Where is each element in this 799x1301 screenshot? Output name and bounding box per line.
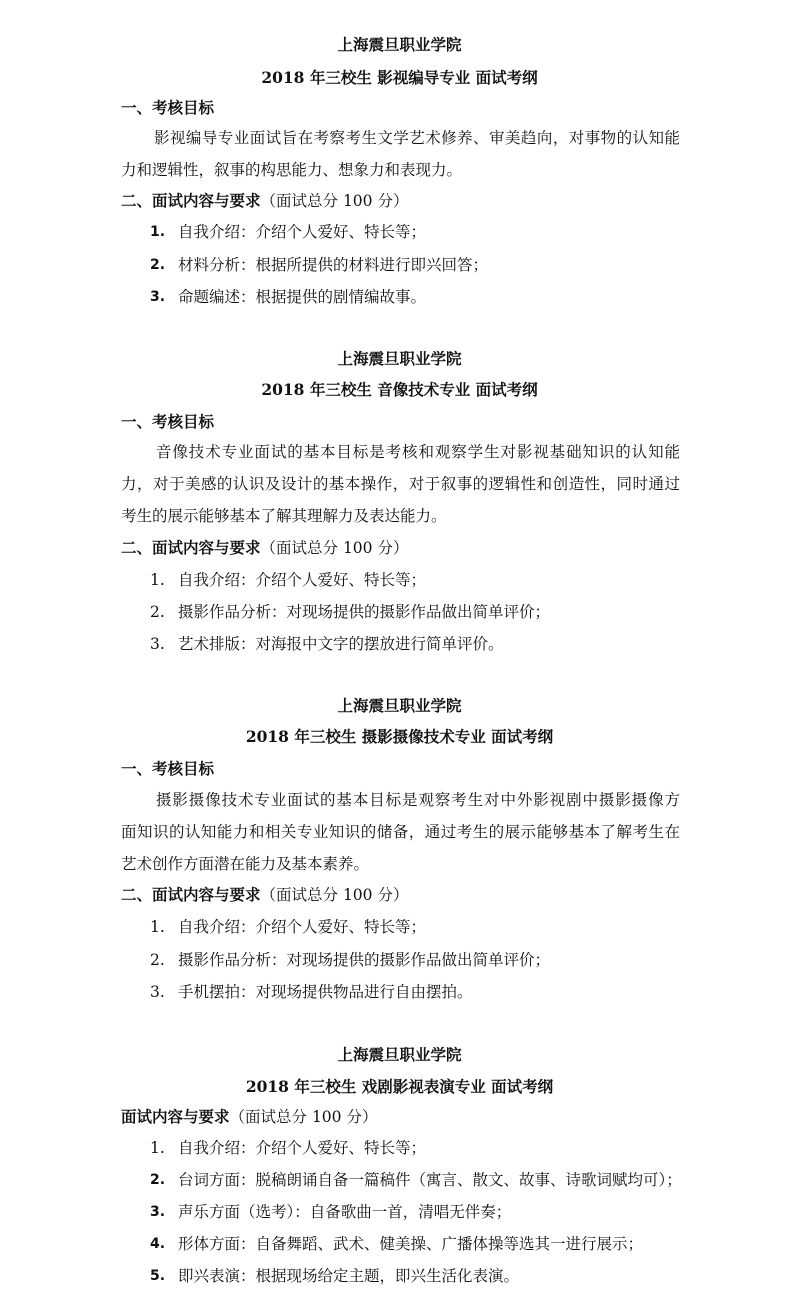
- exam-subtitle: 2018 年三校生 影视编导专业 面试考纲: [261, 68, 538, 87]
- exam-subtitle: 2018 年三校生 摄影摄像技术专业 面试考纲: [245, 727, 554, 746]
- item-text: 自我介绍：介绍个人爱好、特长等；: [178, 223, 427, 241]
- school-title: 上海震旦职业学院: [337, 696, 462, 715]
- item-number: 1.: [150, 1139, 165, 1157]
- item-number: 1.: [150, 918, 165, 936]
- goal-paragraph-line: 音像技术专业面试的基本目标是考核和观察学生对影视基础知识的认知能: [156, 443, 680, 461]
- score-note: （面试总分 100 分）: [260, 539, 409, 557]
- item-text: 材料分析：根据所提供的材料进行即兴回答；: [178, 256, 489, 274]
- requirements-heading: [121, 885, 408, 905]
- item-number: 4.: [150, 1236, 166, 1252]
- item-number: 3.: [150, 983, 165, 1001]
- requirements-heading-label: 二、面试内容与要求: [121, 538, 261, 557]
- exam-subtitle: 2018 年三校生 戏剧影视表演专业 面试考纲: [245, 1077, 554, 1096]
- score-note: （面试总分 100 分）: [260, 886, 409, 904]
- requirements-heading-label: 二、面试内容与要求: [121, 885, 261, 904]
- goal-heading: 一、考核目标: [121, 98, 215, 117]
- requirements-heading: [121, 1107, 377, 1127]
- goal-paragraph-line: 影视编导专业面试旨在考察考生文学艺术修养、审美趋向，对事物的认知能: [154, 129, 680, 147]
- item-number: 1.: [150, 571, 165, 589]
- goal-paragraph-line: 力和逻辑性，叙事的构思能力、想象力和表现力。: [121, 161, 463, 179]
- item-text: 艺术排版：对海报中文字的摆放进行简单评价。: [178, 635, 504, 653]
- item-number: 1.: [150, 224, 166, 240]
- item-text: 自我介绍：介绍个人爱好、特长等；: [178, 918, 427, 936]
- goal-paragraph-line: 考生的展示能够基本了解其理解力及表达能力。: [121, 507, 447, 525]
- requirements-heading-label: 面试内容与要求: [121, 1107, 230, 1126]
- item-number: 2.: [150, 257, 166, 273]
- item-text: 手机摆拍：对现场提供物品进行自由摆拍。: [178, 983, 473, 1001]
- goal-paragraph-line: 力，对于美感的认识及设计的基本操作，对于叙事的逻辑性和创造性，同时通过: [121, 475, 680, 493]
- requirements-heading: [121, 538, 408, 558]
- item-number: 3.: [150, 635, 165, 653]
- school-title: 上海震旦职业学院: [337, 1045, 462, 1064]
- item-number: 2.: [150, 951, 165, 969]
- item-number: 5.: [150, 1268, 166, 1284]
- item-text: 自我介绍：介绍个人爱好、特长等；: [178, 571, 427, 589]
- item-number: 3.: [150, 1204, 166, 1220]
- goal-paragraph-line: 摄影摄像技术专业面试的基本目标是观察考生对中外影视剧中摄影摄像方: [156, 791, 680, 809]
- item-text: 声乐方面（选考）：自备歌曲一首，清唱无伴奏；: [178, 1203, 512, 1221]
- goal-heading: 一、考核目标: [121, 412, 215, 431]
- item-text: 摄影作品分析：对现场提供的摄影作品做出简单评价；: [178, 951, 551, 969]
- item-text: 自我介绍：介绍个人爱好、特长等；: [178, 1139, 427, 1157]
- requirements-heading: [121, 191, 408, 211]
- item-text: 形体方面：自备舞蹈、武术、健美操、广播体操等选其一进行展示；: [178, 1235, 644, 1253]
- goal-paragraph-line: 面知识的认知能力和相关专业知识的储备，通过考生的展示能够基本了解考生在: [121, 823, 680, 841]
- item-text: 命题编述：根据提供的剧情编故事。: [178, 288, 427, 306]
- item-text: 台词方面：脱稿朗诵自备一篇稿件（寓言、散文、故事、诗歌词赋均可）；: [178, 1171, 682, 1189]
- item-number: 2.: [150, 1172, 166, 1188]
- school-title: 上海震旦职业学院: [337, 349, 462, 368]
- item-text: 摄影作品分析：对现场提供的摄影作品做出简单评价；: [178, 603, 551, 621]
- item-text: 即兴表演：根据现场给定主题，即兴生活化表演。: [178, 1267, 520, 1285]
- item-number: 2.: [150, 603, 165, 621]
- requirements-heading-label: 二、面试内容与要求: [121, 191, 261, 210]
- goal-heading: 一、考核目标: [121, 759, 215, 778]
- goal-paragraph-line: 艺术创作方面潜在能力及基本素养。: [121, 855, 370, 873]
- school-title: 上海震旦职业学院: [337, 35, 462, 54]
- score-note: （面试总分 100 分）: [260, 192, 409, 210]
- exam-subtitle: 2018 年三校生 音像技术专业 面试考纲: [261, 380, 538, 399]
- item-number: 3.: [150, 289, 166, 305]
- score-note: （面试总分 100 分）: [229, 1108, 378, 1126]
